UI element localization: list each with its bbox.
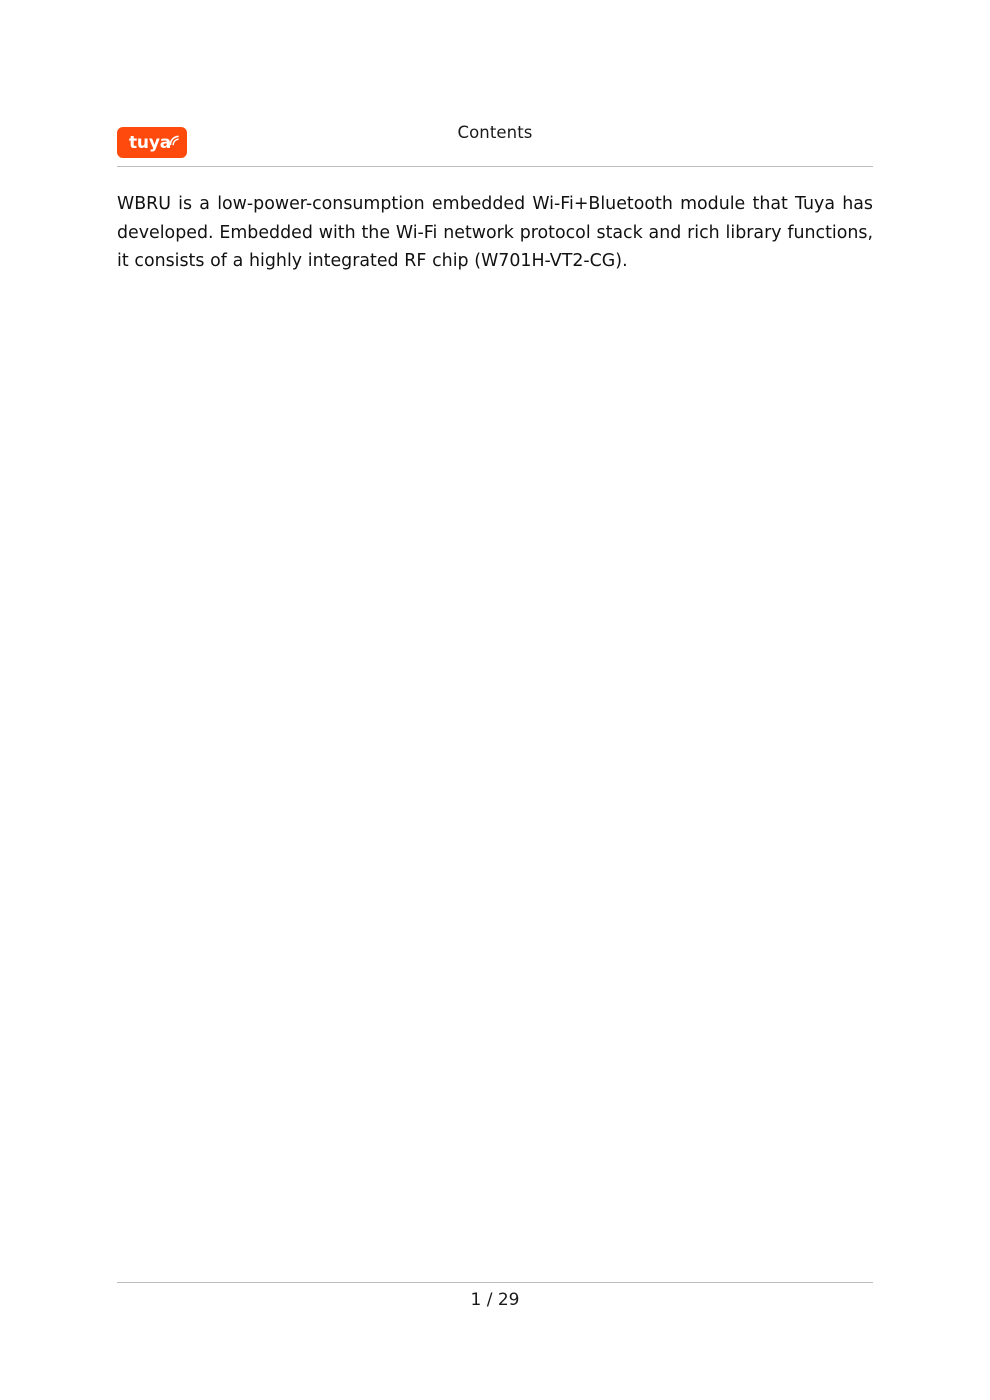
- document-body: [117, 190, 873, 276]
- page-header: [117, 115, 873, 167]
- tuya-logo-wordmark: tuya: [129, 132, 171, 153]
- page-footer: [117, 1282, 873, 1322]
- intro-paragraph: WBRU is a low-power-consumption embedded Wi-Fi+Bluetooth module that Tuya has developed. Embedded with the Wi-Fi network protocol stack and rich library functions, it consists of a highly integrated RF chip (W701H-VT2-CG).: [117, 194, 873, 271]
- header-title: Contents: [457, 123, 533, 142]
- footer-divider: [117, 1282, 873, 1283]
- header-divider: [117, 166, 873, 167]
- page-number: 1 / 29: [470, 1290, 520, 1310]
